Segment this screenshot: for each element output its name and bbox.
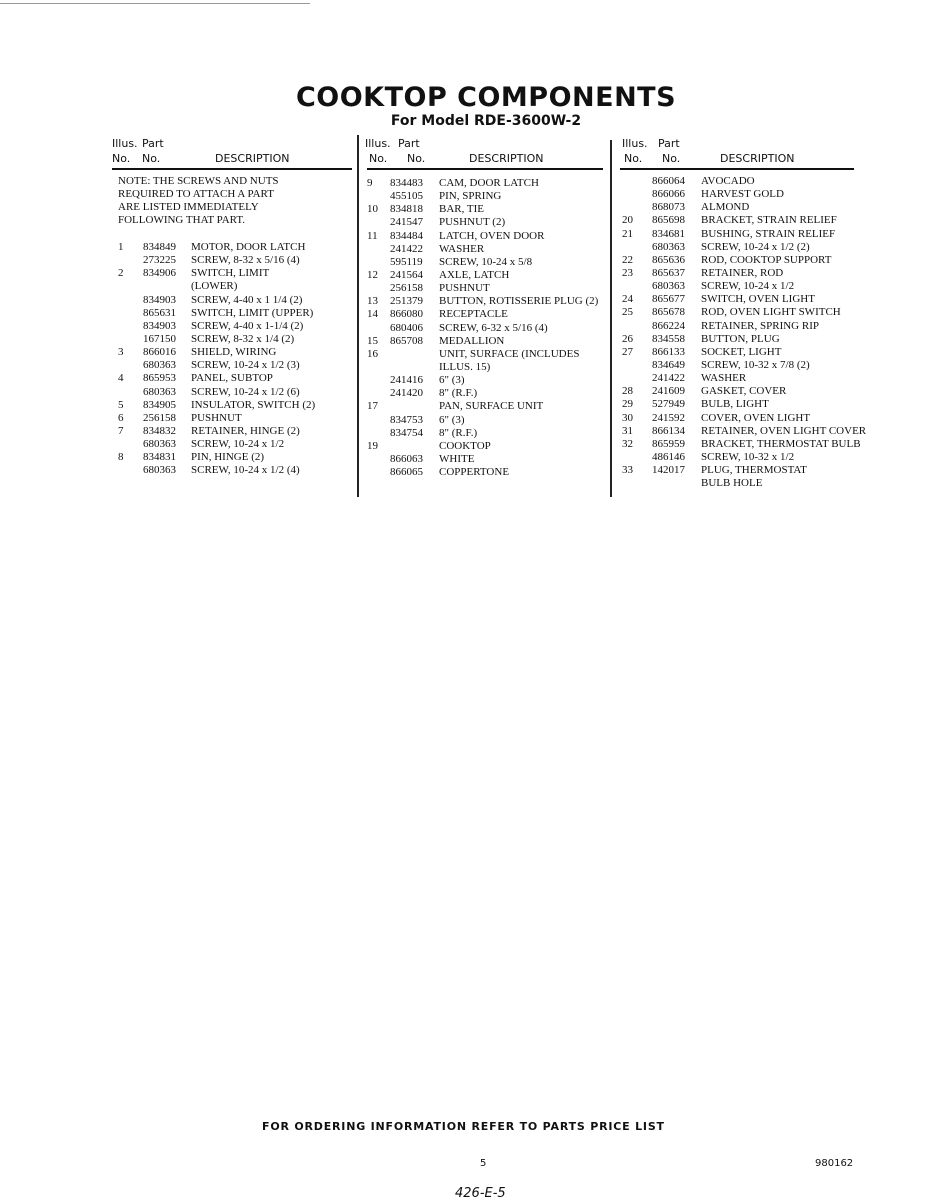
description: WASHER: [439, 242, 485, 255]
header-illus: Illus.: [112, 137, 138, 150]
description: SCREW, 10-32 x 1/2: [701, 450, 795, 463]
part-no: 834906: [143, 267, 176, 280]
header-rule: [620, 168, 854, 170]
page-title: COOKTOP COMPONENTS: [295, 82, 677, 113]
illus-no: 20: [622, 214, 633, 227]
description: ALMOND: [701, 201, 750, 214]
part-no: 865959: [652, 437, 685, 450]
part-no: 865637: [652, 266, 685, 279]
part-no: 241547: [390, 216, 423, 229]
part-no: 680363: [652, 240, 685, 253]
part-no: 865698: [652, 214, 685, 227]
description: BUTTON, ROTISSERIE PLUG (2): [439, 295, 599, 308]
header-description: DESCRIPTION: [720, 152, 795, 165]
illus-no: 4: [118, 372, 124, 385]
part-no: 486146: [652, 450, 685, 463]
part-no: 680363: [652, 280, 685, 293]
part-no: 834753: [390, 413, 423, 426]
description: PIN, SPRING: [439, 190, 502, 203]
description: PAN, SURFACE UNIT: [439, 400, 544, 413]
description: INSULATOR, SWITCH (2): [191, 398, 316, 411]
description: RETAINER, OVEN LIGHT COVER: [701, 424, 867, 437]
illus-no: 22: [622, 253, 633, 266]
description: RETAINER, HINGE (2): [191, 424, 300, 437]
part-no: 834831: [143, 451, 176, 464]
description: BUTTON, PLUG: [701, 332, 780, 345]
note-line: ARE LISTED IMMEDIATELY: [118, 201, 259, 214]
illus-no: 10: [367, 203, 378, 216]
illus-no: 8: [118, 451, 124, 464]
part-no: 527949: [652, 398, 685, 411]
description: PIN, HINGE (2): [191, 451, 265, 464]
description: RETAINER, ROD: [701, 266, 784, 279]
description: SCREW, 8-32 x 1/4 (2): [191, 332, 295, 345]
part-no: 241564: [390, 268, 423, 281]
part-no: 866224: [652, 319, 685, 332]
part-no: 868073: [652, 201, 685, 214]
header-part: Part: [398, 137, 420, 150]
header-illus: Illus.: [622, 137, 648, 150]
part-no: 680363: [143, 359, 176, 372]
part-no: 866134: [652, 424, 685, 437]
illus-no: 30: [622, 411, 633, 424]
description: MEDALLION: [439, 334, 505, 347]
part-no: 866133: [652, 345, 685, 358]
illus-no: 28: [622, 385, 633, 398]
part-no: 865636: [652, 253, 685, 266]
illus-no: 1: [118, 241, 124, 253]
part-no: 834558: [652, 332, 685, 345]
document-number: 980162: [815, 1158, 854, 1169]
part-no: 865708: [390, 334, 423, 347]
illus-no: 31: [622, 424, 633, 437]
header-description: DESCRIPTION: [469, 152, 544, 165]
illus-no: 32: [622, 437, 633, 450]
illus-no: 25: [622, 306, 633, 319]
description: BUSHING, STRAIN RELIEF: [701, 227, 836, 240]
part-no: 834818: [390, 203, 423, 216]
illus-no: 14: [367, 308, 378, 321]
header-illus-no: No.: [624, 152, 643, 165]
illus-no: 29: [622, 398, 633, 411]
part-no: 865677: [652, 293, 685, 306]
description: 6" (3): [439, 374, 465, 387]
description: PUSHNUT (2): [439, 216, 506, 229]
description: SCREW, 10-24 x 1/2 (4): [191, 464, 300, 477]
description: BRACKET, THERMOSTAT BULB: [701, 437, 861, 450]
description: RECEPTACLE: [439, 308, 508, 321]
part-no: 834754: [390, 426, 423, 439]
description: 6" (3): [439, 413, 465, 426]
illus-no: 9: [367, 177, 373, 189]
part-no: 241592: [652, 411, 685, 424]
part-no: 834903: [143, 293, 176, 306]
part-no: 167150: [143, 332, 176, 345]
description: SWITCH, LIMIT: [191, 267, 270, 280]
illus-no: 23: [622, 266, 633, 279]
header-rule: [112, 168, 352, 170]
description: SWITCH, LIMIT (UPPER): [191, 306, 314, 319]
part-no: 241422: [652, 372, 685, 385]
illus-no: 17: [367, 400, 378, 413]
description: PLUG, THERMOSTAT: [701, 464, 807, 477]
part-no: 273225: [143, 254, 176, 267]
description: SCREW, 10-24 x 5/8: [439, 255, 533, 268]
part-no: 866065: [390, 466, 423, 479]
header-illus: Illus.: [365, 137, 391, 150]
part-no: 866080: [390, 308, 423, 321]
column-divider: [357, 135, 359, 497]
description: SCREW, 10-24 x 1/2 (6): [191, 385, 300, 398]
description: SCREW, 10-24 x 1/2: [191, 438, 285, 451]
illus-no: 2: [118, 267, 124, 280]
illus-no: 27: [622, 345, 633, 358]
illus-no: 33: [622, 464, 633, 477]
illus-no: 24: [622, 293, 633, 306]
header-part: Part: [658, 137, 680, 150]
part-no: 834681: [652, 227, 685, 240]
part-no: 866066: [652, 188, 685, 201]
part-no: 865678: [652, 306, 685, 319]
header-description: DESCRIPTION: [215, 152, 290, 165]
part-no: 866064: [652, 175, 685, 187]
illus-no: 13: [367, 295, 378, 308]
description: SHIELD, WIRING: [191, 346, 277, 359]
description: 8" (R.F.): [439, 387, 478, 400]
description: ILLUS. 15): [439, 360, 491, 373]
part-no: 241422: [390, 242, 423, 255]
part-no: 680363: [143, 464, 176, 477]
description: AXLE, LATCH: [439, 268, 510, 281]
part-no: 256158: [143, 411, 176, 424]
part-no: 680363: [143, 385, 176, 398]
part-no: 251379: [390, 295, 423, 308]
part-no: 834649: [652, 358, 685, 371]
part-no: 834832: [143, 424, 176, 437]
header-illus-no: No.: [369, 152, 388, 165]
part-no: 241416: [390, 374, 423, 387]
header-part-no: No.: [142, 152, 161, 165]
illus-no: 3: [118, 346, 124, 359]
part-no: 834849: [143, 241, 176, 253]
illus-no: 5: [118, 398, 124, 411]
illus-no: 7: [118, 424, 124, 437]
description: ROD, COOKTOP SUPPORT: [701, 253, 832, 266]
description: PUSHNUT: [191, 411, 242, 424]
description: SCREW, 10-24 x 1/2 (2): [701, 240, 810, 253]
illus-no: 15: [367, 334, 378, 347]
header-illus-no: No.: [112, 152, 131, 165]
part-no: 866063: [390, 452, 423, 465]
part-no: 834484: [390, 229, 423, 242]
description: SCREW, 10-32 x 7/8 (2): [701, 358, 810, 371]
header-part-no: No.: [407, 152, 426, 165]
part-no: 241609: [652, 385, 685, 398]
description: 8" (R.F.): [439, 426, 478, 439]
description: WASHER: [701, 372, 747, 385]
description: SWITCH, OVEN LIGHT: [701, 293, 815, 306]
scan-edge-line: [0, 3, 310, 4]
part-no: 865631: [143, 306, 176, 319]
description: UNIT, SURFACE (INCLUDES: [439, 347, 580, 360]
header-rule: [367, 168, 603, 170]
part-no: 680363: [143, 438, 176, 451]
description: BRACKET, STRAIN RELIEF: [701, 214, 837, 227]
description: HARVEST GOLD: [701, 188, 784, 201]
description: BULB HOLE: [701, 477, 763, 490]
model-subtitle: For Model RDE-3600W-2: [390, 113, 582, 129]
description: CAM, DOOR LATCH: [439, 177, 539, 189]
header-part: Part: [142, 137, 164, 150]
description: LATCH, OVEN DOOR: [439, 229, 545, 242]
part-no: 680406: [390, 321, 423, 334]
part-no: 455105: [390, 190, 423, 203]
part-no: 866016: [143, 346, 176, 359]
note-line: FOLLOWING THAT PART.: [118, 214, 245, 227]
description: SOCKET, LIGHT: [701, 345, 782, 358]
description: SCREW, 10-24 x 1/2: [701, 280, 795, 293]
illus-no: 16: [367, 347, 378, 360]
description: PANEL, SUBTOP: [191, 372, 273, 385]
description: SCREW, 6-32 x 5/16 (4): [439, 321, 548, 334]
ordering-info-footer: FOR ORDERING INFORMATION REFER TO PARTS PRICE LIST: [262, 1120, 665, 1133]
part-no: 142017: [652, 464, 685, 477]
illus-no: 26: [622, 332, 633, 345]
note-line: REQUIRED TO ATTACH A PART: [118, 188, 274, 201]
description: BAR, TIE: [439, 203, 485, 216]
parts-note: [118, 175, 279, 228]
description: SCREW, 10-24 x 1/2 (3): [191, 359, 300, 372]
part-no: 865953: [143, 372, 176, 385]
illus-no: 21: [622, 227, 633, 240]
description: MOTOR, DOOR LATCH: [191, 241, 306, 253]
description: COVER, OVEN LIGHT: [701, 411, 811, 424]
description: COPPERTONE: [439, 466, 510, 479]
description: ROD, OVEN LIGHT SWITCH: [701, 306, 841, 319]
description: SCREW, 8-32 x 5/16 (4): [191, 254, 300, 267]
description: SCREW, 4-40 x 1 1/4 (2): [191, 293, 303, 306]
part-no: 834903: [143, 319, 176, 332]
page-number: 5: [480, 1158, 487, 1169]
handwritten-note: 426-E-5: [455, 1186, 506, 1201]
illus-no: 19: [367, 439, 378, 452]
description: RETAINER, SPRING RIP: [701, 319, 819, 332]
part-no: 834483: [390, 177, 423, 189]
header-part-no: No.: [662, 152, 681, 165]
description: WHITE: [439, 452, 475, 465]
description: BULB, LIGHT: [701, 398, 769, 411]
description: COOKTOP: [439, 439, 491, 452]
part-no: 834905: [143, 398, 176, 411]
description: SCREW, 4-40 x 1-1/4 (2): [191, 319, 304, 332]
description: (LOWER): [191, 280, 238, 293]
description: AVOCADO: [701, 175, 755, 187]
illus-no: 12: [367, 268, 378, 281]
part-no: 256158: [390, 282, 423, 295]
part-no: 595119: [390, 255, 423, 268]
note-line: NOTE: THE SCREWS AND NUTS: [118, 175, 279, 187]
description: GASKET, COVER: [701, 385, 787, 398]
illus-no: 11: [367, 229, 378, 242]
column-divider: [610, 140, 612, 497]
part-no: 241420: [390, 387, 423, 400]
illus-no: 6: [118, 411, 124, 424]
description: PUSHNUT: [439, 282, 490, 295]
